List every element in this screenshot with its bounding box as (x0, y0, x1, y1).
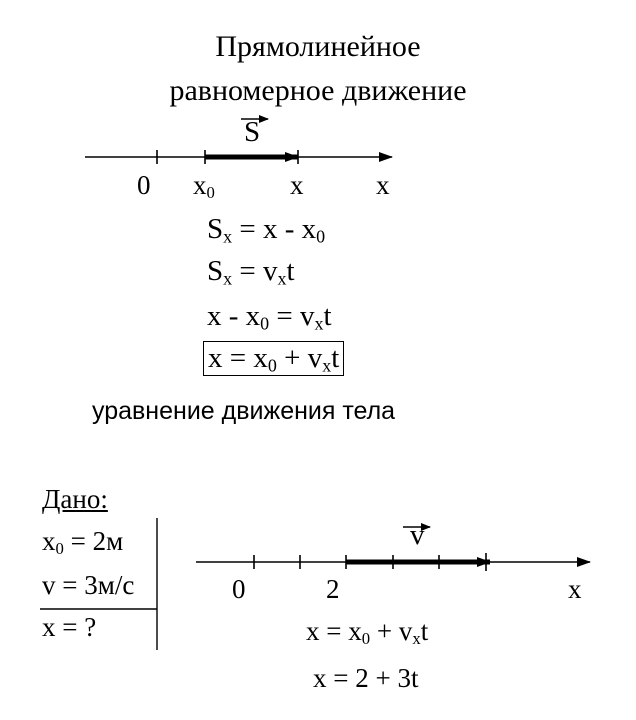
given-velocity: v = 3м/с (42, 570, 135, 600)
vector-v-label: v (410, 519, 425, 551)
axis-2-axis-label: x (568, 574, 582, 604)
axis-1-axis-label: x (376, 170, 390, 200)
axis-1-origin-label: 0 (137, 170, 151, 200)
axis-2-start-label: 2 (326, 574, 340, 604)
equation-velocity-time: $S_x = v_xt$ (207, 255, 295, 289)
given-label: Дано: (42, 484, 108, 514)
solution-equation-general: $x = x_0 + v_xt$ (306, 616, 429, 649)
equation-combined: $x - x_0 = v_xt$ (207, 300, 332, 334)
vector-s-label: S (244, 116, 261, 148)
title-line-1: Прямолинейное (215, 30, 421, 63)
equation-caption: уравнение движения тела (92, 397, 396, 425)
axis-1-x-label: x (290, 170, 304, 200)
title-line-2: равномерное движение (169, 74, 467, 107)
axis-2-origin-label: 0 (232, 574, 246, 604)
given-find: x = ? (42, 612, 97, 642)
axis-1-x0-label: $x_0$ (193, 170, 215, 203)
equation-of-motion-boxed: $x = x_0 + v_xt$ (203, 341, 344, 376)
solution-equation-result: x = 2 + 3t (313, 663, 419, 693)
equation-displacement: $S_x = x - x_0$ (207, 213, 326, 247)
given-x0: $x_0 = 2м$ (42, 526, 124, 559)
